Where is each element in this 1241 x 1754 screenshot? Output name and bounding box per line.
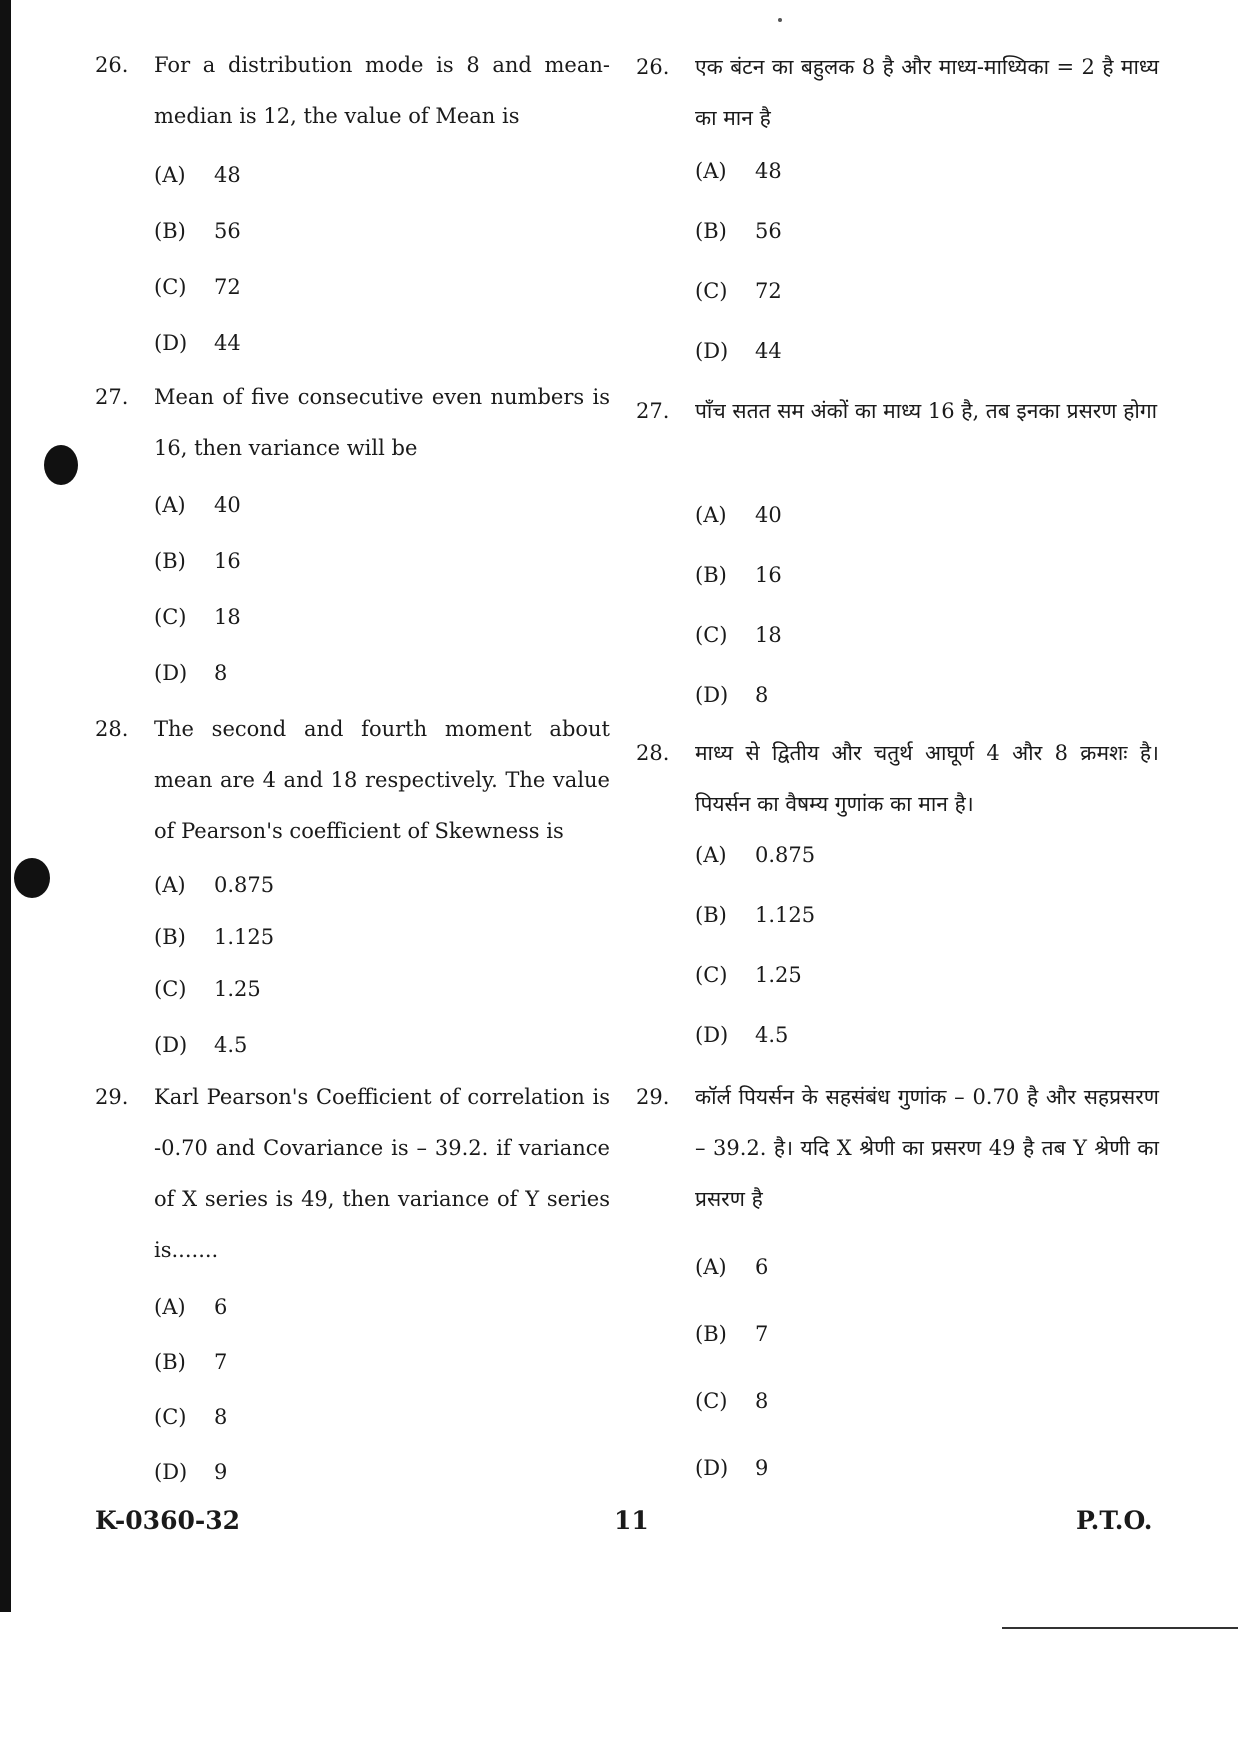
question-text: कॉर्ल पियर्सन के सहसंबंध गुणांक – 0.70 है और सहप्रसरण – 39.2. है। यदि X श्रेणी का प्रसरण 49 है तब Y श्रेणी का प्रसरण है [695,1085,1159,1211]
option-b: (B) 56 [695,219,782,243]
option-d: (D) 8 [695,683,769,707]
option-c: (C) 72 [154,275,241,299]
option-b: (B) 7 [695,1322,769,1346]
question-number: 28. [95,717,129,741]
please-turn-over: P.T.O. [1076,1506,1153,1535]
option-c: (C) 18 [695,623,782,647]
option-b: (B) 1.125 [154,925,275,949]
option-c: (C) 1.25 [695,963,802,987]
page-number: 11 [614,1506,649,1535]
option-b: (B) 16 [695,563,782,587]
scan-speck [778,18,782,22]
scan-edge-bar [0,0,11,1612]
option-a: (A) 48 [695,159,782,183]
question-number: 29. [636,1085,670,1109]
question-text: एक बंटन का बहुलक 8 है और माध्य-माध्यिका = 2 है माध्य का मान है [695,55,1159,130]
question-text: Mean of five consecutive even numbers is 16, then variance will be [154,385,610,460]
option-d: (D) 9 [154,1460,228,1484]
option-c: (C) 8 [154,1405,228,1429]
option-d: (D) 4.5 [154,1033,248,1057]
option-b: (B) 16 [154,549,241,573]
option-d: (D) 9 [695,1456,769,1480]
option-a: (A) 6 [695,1255,769,1279]
option-c: (C) 72 [695,279,782,303]
option-d: (D) 44 [154,331,241,355]
option-a: (A) 0.875 [695,843,816,867]
option-a: (A) 0.875 [154,873,275,897]
option-c: (C) 18 [154,605,241,629]
option-d: (D) 8 [154,661,228,685]
option-b: (B) 1.125 [695,903,816,927]
question-number: 28. [636,741,670,765]
option-b: (B) 7 [154,1350,228,1374]
paper-code: K-0360-32 [95,1506,241,1535]
bottom-rule [1002,1627,1238,1629]
question-number: 27. [95,385,129,409]
question-number: 27. [636,399,670,423]
option-d: (D) 44 [695,339,782,363]
option-a: (A) 6 [154,1295,228,1319]
option-c: (C) 8 [695,1389,769,1413]
option-a: (A) 40 [695,503,782,527]
option-a: (A) 48 [154,163,241,187]
punch-hole-top [44,445,78,485]
option-a: (A) 40 [154,493,241,517]
option-d: (D) 4.5 [695,1023,789,1047]
question-text: पाँच सतत सम अंकों का माध्य 16 है, तब इनका प्रसरण होगा [695,399,1158,423]
question-number: 26. [636,55,670,79]
punch-hole-bottom [14,858,50,898]
question-text: The second and fourth moment about mean are 4 and 18 respectively. The value of Pearson's coefficient of Skewness is [154,717,610,843]
question-text: For a distribution mode is 8 and mean-median is 12, the value of Mean is [154,53,610,128]
option-b: (B) 56 [154,219,241,243]
question-number: 26. [95,53,129,77]
question-number: 29. [95,1085,129,1109]
question-text: माध्य से द्वितीय और चतुर्थ आघूर्ण 4 और 8 क्रमशः है। पियर्सन का वैषम्य गुणांक का मान है। [695,741,1159,816]
option-c: (C) 1.25 [154,977,261,1001]
question-text: Karl Pearson's Coefficient of correlation is -0.70 and Covariance is – 39.2. if variance of X series is 49, then variance of Y series is....... [154,1085,610,1262]
